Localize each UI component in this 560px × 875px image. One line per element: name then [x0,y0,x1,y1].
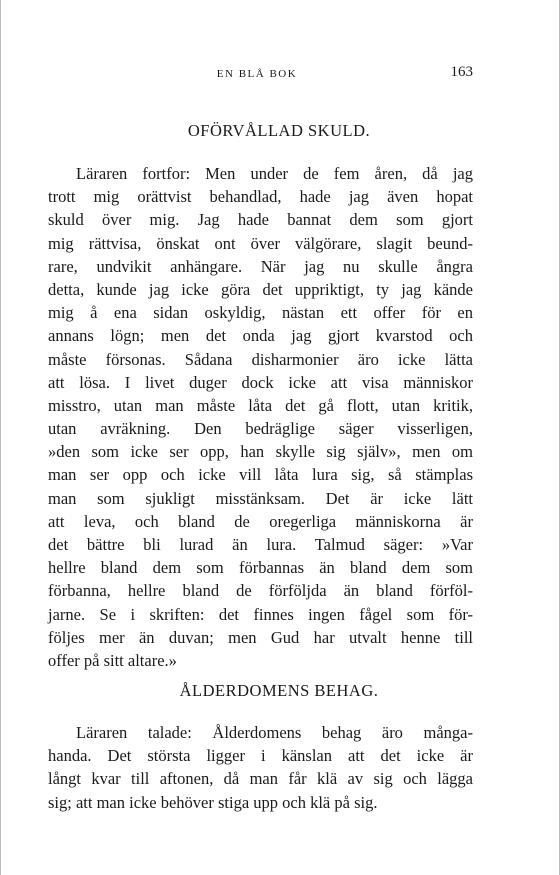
text-line: annans lögn; men det onda jag gjort kvarstod och [48,326,473,346]
text-line: utan avräkning. Den bedräglige säger visserligen, [48,419,473,439]
running-head [41,64,473,84]
text-line: långt kvar till aftonen, då man får klä av sig och lägga [48,769,473,789]
text-line: Läraren fortfor: Men under de fem åren, då jag [76,164,473,183]
section-body [48,162,473,672]
running-title: EN BLÅ BOK [216,68,298,80]
text-line: sig; att man icke behöver stiga upp och klä på sig. [48,792,378,812]
text-line: man som sjukligt misstänksam. Det är icke lätt [48,488,473,508]
text-line: skuld över mig. Jag hade bannat dem som gjort [48,210,473,230]
text-line: detta, kunde jag icke göra det uppriktigt, ty jag kände [48,279,473,299]
text-line: rare, undvikit anhängare. När jag nu skulle ångra [48,256,473,276]
text-line: handa. Det största ligger i känslan att det icke är [48,746,473,766]
section-title: OFÖRVÅLLAD SKULD. [187,121,371,140]
text-line: misstro, utan man måste låta det gå flott, utan kritik, [48,395,473,415]
text-line: mig å ena sidan oskyldig, nästan ett offer för en [48,303,473,323]
text-line: man ser opp och icke vill låta lura sig, så stämplas [48,465,473,485]
section-title: ÅLDERDOMENS BEHAG. [179,681,379,700]
text-line: förbanna, hellre bland de förföljda än bland förföl- [48,581,473,601]
text-line: offer på sitt altare.» [48,650,177,670]
page-number: 163 [450,64,473,80]
text-line: trott mig orättvist behandlad, hade jag även hopat [48,187,473,207]
text-line: mig rättvisa, önskat ont över välgörare, slagit beund- [48,233,473,253]
section-body [48,721,473,814]
text-line: att leva, och bland de oregerliga människorna är [48,511,473,531]
text-line: »den som icke ser opp, han skylle sig själv», men om [48,442,473,462]
text-line: Läraren talade: Ålderdomens behag äro många- [76,723,473,742]
text-line: måste försonas. Sådana disharmonier äro icke lätta [48,349,473,369]
text-line: hellre bland dem som förbannas än bland dem som [48,558,473,578]
text-line: det bättre bli lurad än lura. Talmud säger: »Var [48,535,473,554]
text-line: följes mer än duvan; men Gud har utvalt henne till [48,627,473,647]
text-line: jarne. Se i skriften: det finnes ingen fågel som för- [48,604,473,624]
text-line: att lösa. I livet duger dock icke att visa människor [48,372,473,392]
